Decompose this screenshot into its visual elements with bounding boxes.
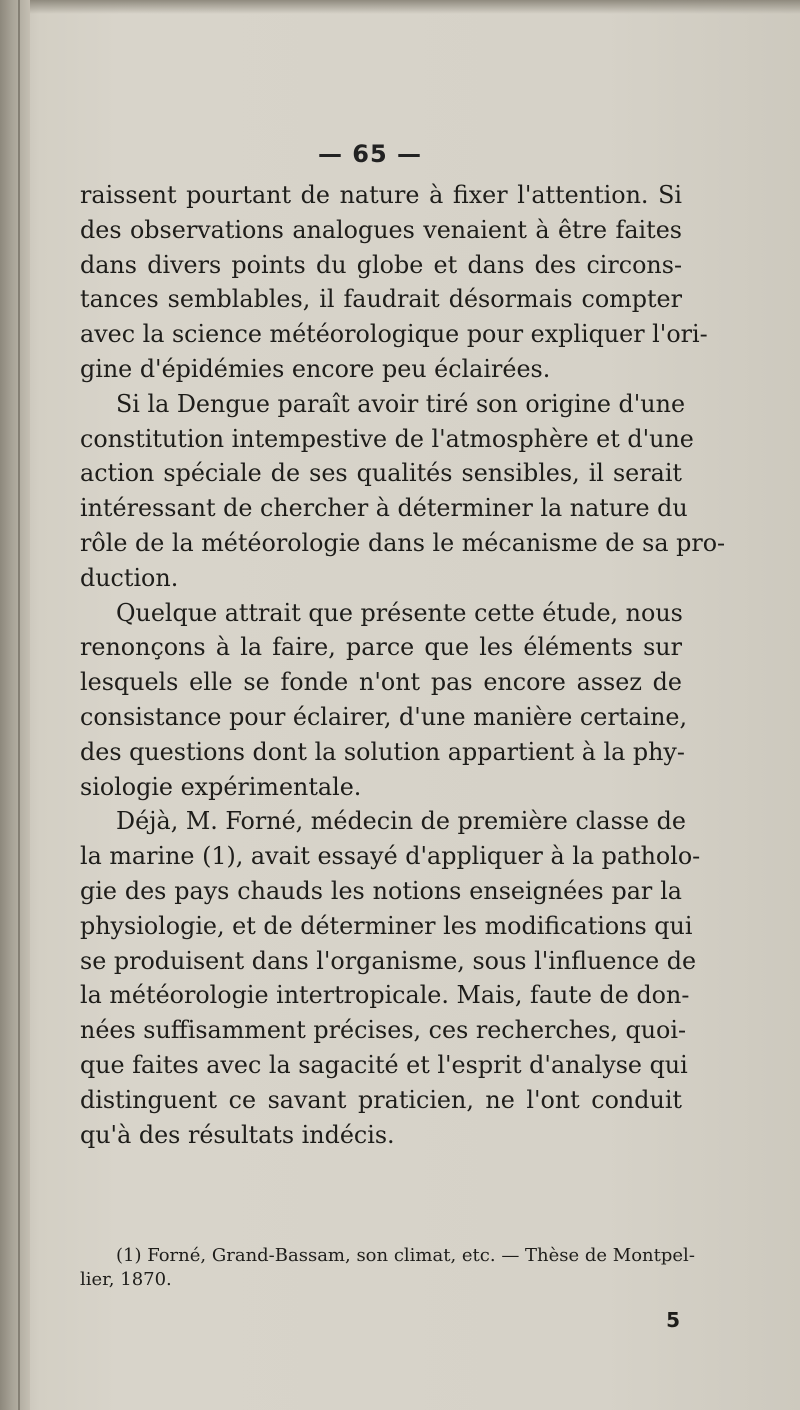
page-number: — 65 —	[317, 140, 423, 168]
text-line: action spéciale de ses qualités sensibles, il serait	[80, 459, 682, 488]
text-line: avec la science météorologique pour expliquer l'ori-	[80, 320, 708, 349]
text-line: rôle de la météorologie dans le mécanisme de sa pro-	[80, 528, 726, 557]
text-line: des observations analogues venaient à être faites	[80, 215, 682, 244]
text-line: Quelque attrait que présente cette étude, nous	[116, 598, 683, 627]
text-line: la marine (1), avait essayé d'appliquer à la patholo-	[80, 842, 701, 871]
text-line: constitution intempestive de l'atmosphère et d'une	[80, 424, 694, 453]
text-line: nées suffisamment précises, ces recherches, quoi-	[80, 1016, 687, 1045]
paragraph-4	[80, 804, 701, 1152]
text-line: la météorologie intertropicale. Mais, faute de don-	[80, 981, 690, 1010]
book-gutter	[0, 0, 30, 1410]
text-line: distinguent ce savant praticien, ne l'ont conduit	[80, 1085, 682, 1114]
text-line: consistance pour éclairer, d'une manière certaine,	[80, 702, 688, 731]
text-line: des questions dont la solution appartient à la phy-	[80, 737, 685, 766]
paragraph-1	[80, 178, 708, 387]
text-line: renonçons à la faire, parce que les éléments sur	[80, 633, 682, 662]
text-line: intéressant de chercher à déterminer la nature du	[80, 494, 688, 523]
text-line: siologie expérimentale.	[80, 772, 362, 801]
page-top-shadow	[0, 0, 800, 14]
text-line: tances semblables, il faudrait désormais compter	[80, 285, 682, 314]
text-line: physiologie, et de déterminer les modifications qui	[80, 911, 693, 940]
signature-mark: 5	[666, 1308, 680, 1332]
paragraph-2	[80, 387, 726, 596]
footnote-line: lier, 1870.	[80, 1269, 172, 1290]
text-line: qu'à des résultats indécis.	[80, 1120, 395, 1149]
text-line: Si la Dengue paraît avoir tiré son origine d'une	[116, 389, 686, 418]
text-line: Déjà, M. Forné, médecin de première classe de	[116, 807, 686, 836]
footnote	[80, 1244, 695, 1292]
text-line: gine d'épidémies encore peu éclairées.	[80, 354, 551, 383]
paragraph-3	[80, 596, 688, 805]
footnote-line: (1) Forné, Grand-Bassam, son climat, etc. — Thèse de Montpel-	[116, 1245, 695, 1266]
text-line: raissent pourtant de nature à fixer l'attention. Si	[80, 181, 682, 209]
text-line: gie des pays chauds les notions enseignées par la	[80, 876, 682, 905]
text-line: dans divers points du globe et dans des circons-	[80, 250, 682, 279]
text-line: se produisent dans l'organisme, sous l'influence de	[80, 946, 697, 975]
text-line: lesquels elle se fonde n'ont pas encore assez de	[80, 668, 682, 697]
body-text	[80, 178, 726, 1152]
text-line: que faites avec la sagacité et l'esprit d'analyse qui	[80, 1050, 688, 1079]
text-line: duction.	[80, 563, 179, 592]
